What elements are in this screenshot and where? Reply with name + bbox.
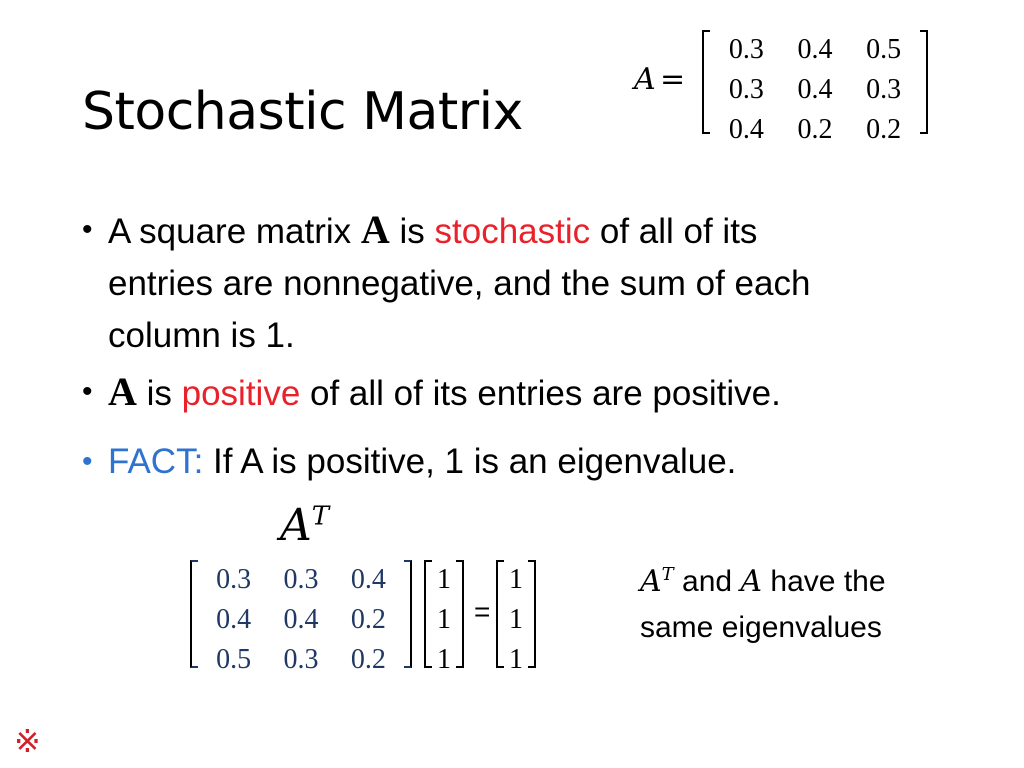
matrix-a-cell: 0.2 — [866, 114, 902, 145]
bullet-1-line-2: entries are nonnegative, and the sum of each — [108, 264, 811, 303]
bullet-1-line-3: column is 1. — [108, 316, 295, 355]
bullet-2-text: of all of its entries are positive. — [300, 374, 781, 413]
matrix-a-cell: 0.4 — [797, 34, 833, 65]
matrix-at-cell: 0.3 — [216, 564, 252, 595]
matrix-a-label: A — [634, 62, 656, 97]
vector-cell: 1 — [437, 604, 451, 635]
eigenvalue-note — [640, 552, 886, 651]
matrix-at-cell: 0.4 — [283, 604, 319, 635]
matrix-a-right-bracket — [920, 30, 928, 134]
note-line-2: same eigenvalues — [640, 611, 882, 644]
bullet-dot: • — [82, 375, 93, 408]
term-positive: positive — [181, 374, 301, 413]
vector-cell: 1 — [437, 564, 451, 595]
note-text: have the — [762, 565, 886, 598]
matrix-a-cell: 0.3 — [728, 74, 764, 105]
bullet-1-text: A square matrix — [108, 212, 361, 251]
note-line-1 — [640, 552, 886, 605]
note-symbol: A — [740, 564, 763, 599]
reference-mark-icon: ※ — [14, 723, 41, 759]
note-text: and — [673, 565, 741, 598]
transpose-base: A — [280, 500, 312, 551]
matrix-at-cell: 0.2 — [350, 604, 386, 635]
matrix-at-right-bracket — [404, 560, 412, 668]
transpose-sup: T — [311, 501, 330, 532]
vector-ones-left — [424, 560, 464, 675]
matrix-at-cell: 0.2 — [350, 644, 386, 675]
note-sup: T — [661, 564, 674, 585]
transpose-label — [280, 500, 329, 551]
matrix-at-cell: 0.3 — [283, 644, 319, 675]
bullet-dot: • — [82, 213, 93, 246]
matrix-a-cell: 0.4 — [728, 114, 764, 145]
vector-ones-right — [496, 560, 536, 675]
bullet-dot: • — [82, 445, 93, 478]
bullet-2 — [82, 366, 781, 420]
equals-sign: = — [474, 596, 491, 627]
matrix-a — [702, 30, 928, 145]
symbol-a: A — [360, 207, 390, 252]
symbol-a: A — [108, 369, 137, 414]
matrix-a-cell: 0.5 — [866, 34, 902, 65]
bullet-1-text: of all of its — [590, 212, 758, 251]
note-symbol: A — [640, 564, 662, 599]
term-stochastic: stochastic — [434, 212, 591, 251]
vector-cell: 1 — [509, 604, 523, 635]
vector-cell: 1 — [509, 644, 523, 675]
fact-label: FACT: — [108, 442, 204, 481]
vector-cell: 1 — [437, 644, 451, 675]
matrix-a-left-bracket — [702, 30, 710, 134]
matrix-at-left-bracket — [190, 560, 198, 668]
matrix-a-equals: = — [660, 62, 686, 97]
bullet-3-text: If A is positive, 1 is an eigenvalue. — [203, 442, 737, 481]
matrix-at-cell: 0.5 — [216, 644, 252, 675]
bullet-1-text: is — [389, 212, 435, 251]
bullet-3 — [82, 436, 736, 488]
matrix-a-cell: 0.2 — [797, 114, 833, 145]
matrix-a-cell: 0.4 — [797, 74, 833, 105]
matrix-a-transpose — [190, 560, 412, 675]
matrix-at-cell: 0.4 — [216, 604, 252, 635]
matrix-a-cell: 0.3 — [866, 74, 902, 105]
bullet-2-text: is — [136, 374, 182, 413]
matrix-a-cell: 0.3 — [728, 34, 764, 65]
matrix-at-cell: 0.3 — [283, 564, 319, 595]
vector-cell: 1 — [509, 564, 523, 595]
slide-title: Stochastic Matrix — [82, 82, 523, 142]
bullet-1 — [82, 204, 757, 258]
matrix-at-cell: 0.4 — [350, 564, 386, 595]
